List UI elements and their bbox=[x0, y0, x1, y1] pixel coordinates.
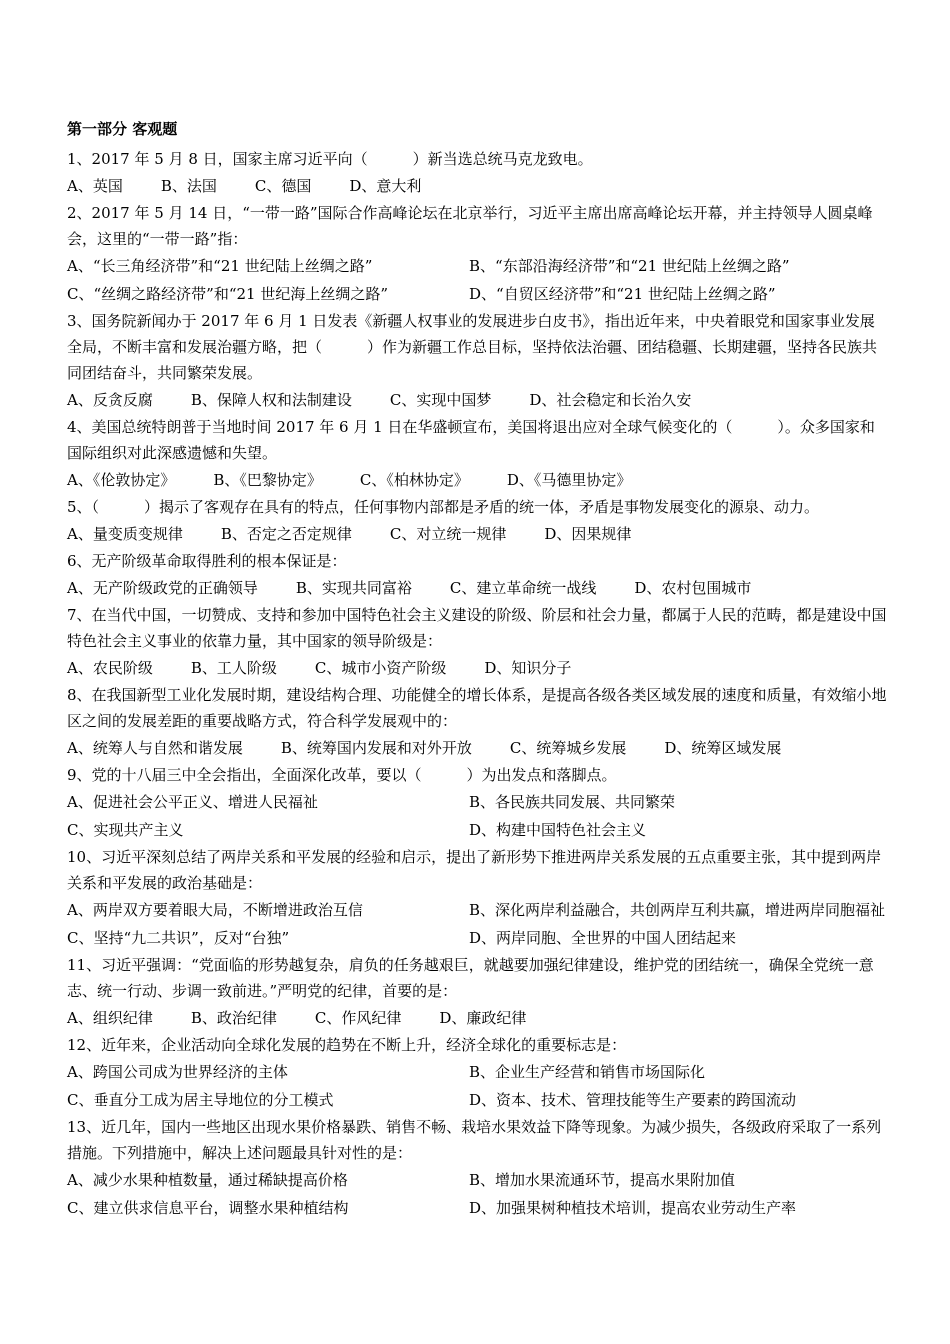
answer-option: C、坚持“九二共识”，反对“台独” bbox=[67, 929, 290, 947]
answer-option: D、“自贸区经济带”和“21 世纪陆上丝绸之路” bbox=[469, 285, 776, 303]
answer-option: C、《柏林协定》 bbox=[359, 471, 469, 489]
answer-option: D、廉政纪律 bbox=[439, 1009, 527, 1027]
answer-option: C、实现共产主义 bbox=[67, 821, 184, 839]
answer-option: D、知识分子 bbox=[484, 659, 572, 677]
answer-option: D、构建中国特色社会主义 bbox=[469, 821, 647, 839]
question-stem: 4、美国总统特朗普于当地时间 2017 年 6 月 1 日在华盛顿宣布，美国将退出应对全球气候变化的（ ）。众多国家和国际组织对此深感遗憾和失望。 bbox=[67, 418, 875, 462]
answer-option: D、加强果树种植技术培训，提高农业劳动生产率 bbox=[469, 1199, 797, 1217]
question-stem: 6、无产阶级革命取得胜利的根本保证是： bbox=[67, 552, 347, 570]
options-row bbox=[67, 466, 887, 494]
answer-option: D、农村包围城市 bbox=[634, 579, 752, 597]
options-row bbox=[67, 788, 887, 816]
answer-option: D、《马德里协定》 bbox=[506, 471, 632, 489]
question-item bbox=[67, 146, 887, 200]
answer-option: D、统筹区域发展 bbox=[664, 739, 782, 757]
question-item bbox=[67, 494, 887, 548]
answer-option: A、无产阶级政党的正确领导 bbox=[67, 579, 258, 597]
options-row bbox=[67, 924, 887, 952]
answer-option: D、意大利 bbox=[349, 177, 422, 195]
answer-option: B、企业生产经营和销售市场国际化 bbox=[469, 1063, 706, 1081]
answer-option: A、《伦敦协定》 bbox=[67, 471, 176, 489]
question-item bbox=[67, 602, 887, 682]
section-title: 第一部分 客观题 bbox=[67, 120, 178, 138]
answer-option: D、两岸同胞、全世界的中国人团结起来 bbox=[469, 929, 737, 947]
options-row bbox=[67, 1166, 887, 1194]
question-stem: 9、党的十八届三中全会指出，全面深化改革，要以（ ）为出发点和落脚点。 bbox=[67, 766, 617, 784]
question-item bbox=[67, 952, 887, 1032]
question-stem: 3、国务院新闻办于 2017 年 6 月 1 日发表《新疆人权事业的发展进步白皮书》，指出近年来，中央着眼党和国家事业发展全局，不断丰富和发展治疆方略，把（ ）作为新疆工作总目标，坚持依法治疆、团结稳疆、长期建疆，坚持各民族共同团结奋斗，共同繁荣发展。 bbox=[67, 312, 878, 382]
answer-option: C、作风纪律 bbox=[314, 1009, 402, 1027]
document-body bbox=[67, 118, 887, 1222]
question-stem: 11、习近平强调：“党面临的形势越复杂，肩负的任务越艰巨，就越要加强纪律建设，维护党的团结统一，确保全党统一意志、统一行动、步调一致前进。”严明党的纪律，首要的是： bbox=[67, 956, 874, 1000]
answer-option: C、建立供求信息平台，调整水果种植结构 bbox=[67, 1199, 349, 1217]
options-row bbox=[67, 1004, 887, 1032]
options-row bbox=[67, 896, 887, 924]
question-item bbox=[67, 762, 887, 844]
options-row bbox=[67, 1086, 887, 1114]
answer-option: B、保障人权和法制建设 bbox=[190, 391, 352, 409]
answer-option: A、减少水果种植数量，通过稀缺提高价格 bbox=[67, 1171, 348, 1189]
question-item bbox=[67, 1114, 887, 1222]
answer-option: C、实现中国梦 bbox=[389, 391, 492, 409]
question-stem: 8、在我国新型工业化发展时期，建设结构合理、功能健全的增长体系，是提高各级各类区域发展的速度和质量，有效缩小地区之间的发展差距的重要战略方式，符合科学发展观中的： bbox=[67, 686, 887, 730]
options-row bbox=[67, 574, 887, 602]
answer-option: D、社会稳定和长治久安 bbox=[529, 391, 692, 409]
question-item bbox=[67, 682, 887, 762]
options-row bbox=[67, 520, 887, 548]
answer-option: B、统筹国内发展和对外开放 bbox=[280, 739, 472, 757]
options-row bbox=[67, 816, 887, 844]
answer-option: A、“长三角经济带”和“21 世纪陆上丝绸之路” bbox=[67, 257, 373, 275]
answer-option: B、各民族共同发展、共同繁荣 bbox=[469, 793, 676, 811]
answer-option: A、跨国公司成为世界经济的主体 bbox=[67, 1063, 288, 1081]
answer-option: D、因果规律 bbox=[544, 525, 632, 543]
question-stem: 13、近几年，国内一些地区出现水果价格暴跌、销售不畅、栽培水果效益下降等现象。为减少损失，各级政府采取了一系列措施。下列措施中，解决上述问题最具针对性的是： bbox=[67, 1118, 882, 1162]
answer-option: C、对立统一规律 bbox=[389, 525, 507, 543]
answer-option: B、实现共同富裕 bbox=[295, 579, 412, 597]
question-stem: 2、2017 年 5 月 14 日，“一带一路”国际合作高峰论坛在北京举行，习近平主席出席高峰论坛开幕，并主持领导人圆桌峰会，这里的“一带一路”指： bbox=[67, 204, 873, 248]
answer-option: B、“东部沿海经济带”和“21 世纪陆上丝绸之路” bbox=[469, 257, 790, 275]
answer-option: B、深化两岸利益融合，共创两岸互利共赢，增进两岸同胞福祉 bbox=[469, 901, 886, 919]
question-item bbox=[67, 200, 887, 308]
answer-option: B、工人阶级 bbox=[190, 659, 277, 677]
question-item bbox=[67, 1032, 887, 1114]
options-row bbox=[67, 1058, 887, 1086]
answer-option: A、组织纪律 bbox=[67, 1009, 153, 1027]
answer-option: C、德国 bbox=[254, 177, 312, 195]
question-stem: 7、在当代中国，一切赞成、支持和参加中国特色社会主义建设的阶级、阶层和社会力量，都属于人民的范畴，都是建设中国特色社会主义事业的依靠力量，其中国家的领导阶级是： bbox=[67, 606, 887, 650]
question-item bbox=[67, 844, 887, 952]
answer-option: A、农民阶级 bbox=[67, 659, 153, 677]
options-row bbox=[67, 734, 887, 762]
answer-option: A、英国 bbox=[67, 177, 123, 195]
question-stem: 5、（ ）揭示了客观存在具有的特点，任何事物内部都是矛盾的统一体，矛盾是事物发展变化的源泉、动力。 bbox=[67, 498, 820, 516]
options-row bbox=[67, 252, 887, 280]
answer-option: B、法国 bbox=[160, 177, 217, 195]
question-stem: 10、习近平深刻总结了两岸关系和平发展的经验和启示，提出了新形势下推进两岸关系发展的五点重要主张，其中提到两岸关系和平发展的政治基础是： bbox=[67, 848, 882, 892]
question-stem: 12、近年来，企业活动向全球化发展的趋势在不断上升，经济全球化的重要标志是： bbox=[67, 1036, 627, 1054]
answer-option: C、建立革命统一战线 bbox=[449, 579, 597, 597]
question-stem: 1、2017 年 5 月 8 日，国家主席习近平向（ ）新当选总统马克龙致电。 bbox=[67, 150, 593, 168]
answer-option: A、促进社会公平正义、增进人民福祉 bbox=[67, 793, 318, 811]
question-item bbox=[67, 414, 887, 494]
answer-option: B、《巴黎协定》 bbox=[213, 471, 322, 489]
answer-option: B、政治纪律 bbox=[190, 1009, 277, 1027]
answer-option: C、统筹城乡发展 bbox=[509, 739, 627, 757]
options-row bbox=[67, 386, 887, 414]
question-item bbox=[67, 548, 887, 602]
answer-option: A、量变质变规律 bbox=[67, 525, 183, 543]
answer-option: C、“丝绸之路经济带”和“21 世纪海上丝绸之路” bbox=[67, 285, 389, 303]
options-row bbox=[67, 280, 887, 308]
answer-option: B、增加水果流通环节，提高水果附加值 bbox=[469, 1171, 736, 1189]
answer-option: A、两岸双方要着眼大局，不断增进政治互信 bbox=[67, 901, 363, 919]
answer-option: C、垂直分工成为居主导地位的分工模式 bbox=[67, 1091, 334, 1109]
options-row bbox=[67, 172, 887, 200]
options-row bbox=[67, 1194, 887, 1222]
question-list bbox=[67, 146, 887, 1222]
options-row bbox=[67, 654, 887, 682]
answer-option: A、统筹人与自然和谐发展 bbox=[67, 739, 243, 757]
answer-option: C、城市小资产阶级 bbox=[314, 659, 447, 677]
question-item bbox=[67, 308, 887, 414]
answer-option: D、资本、技术、管理技能等生产要素的跨国流动 bbox=[469, 1091, 797, 1109]
answer-option: B、否定之否定规律 bbox=[220, 525, 352, 543]
answer-option: A、反贪反腐 bbox=[67, 391, 153, 409]
